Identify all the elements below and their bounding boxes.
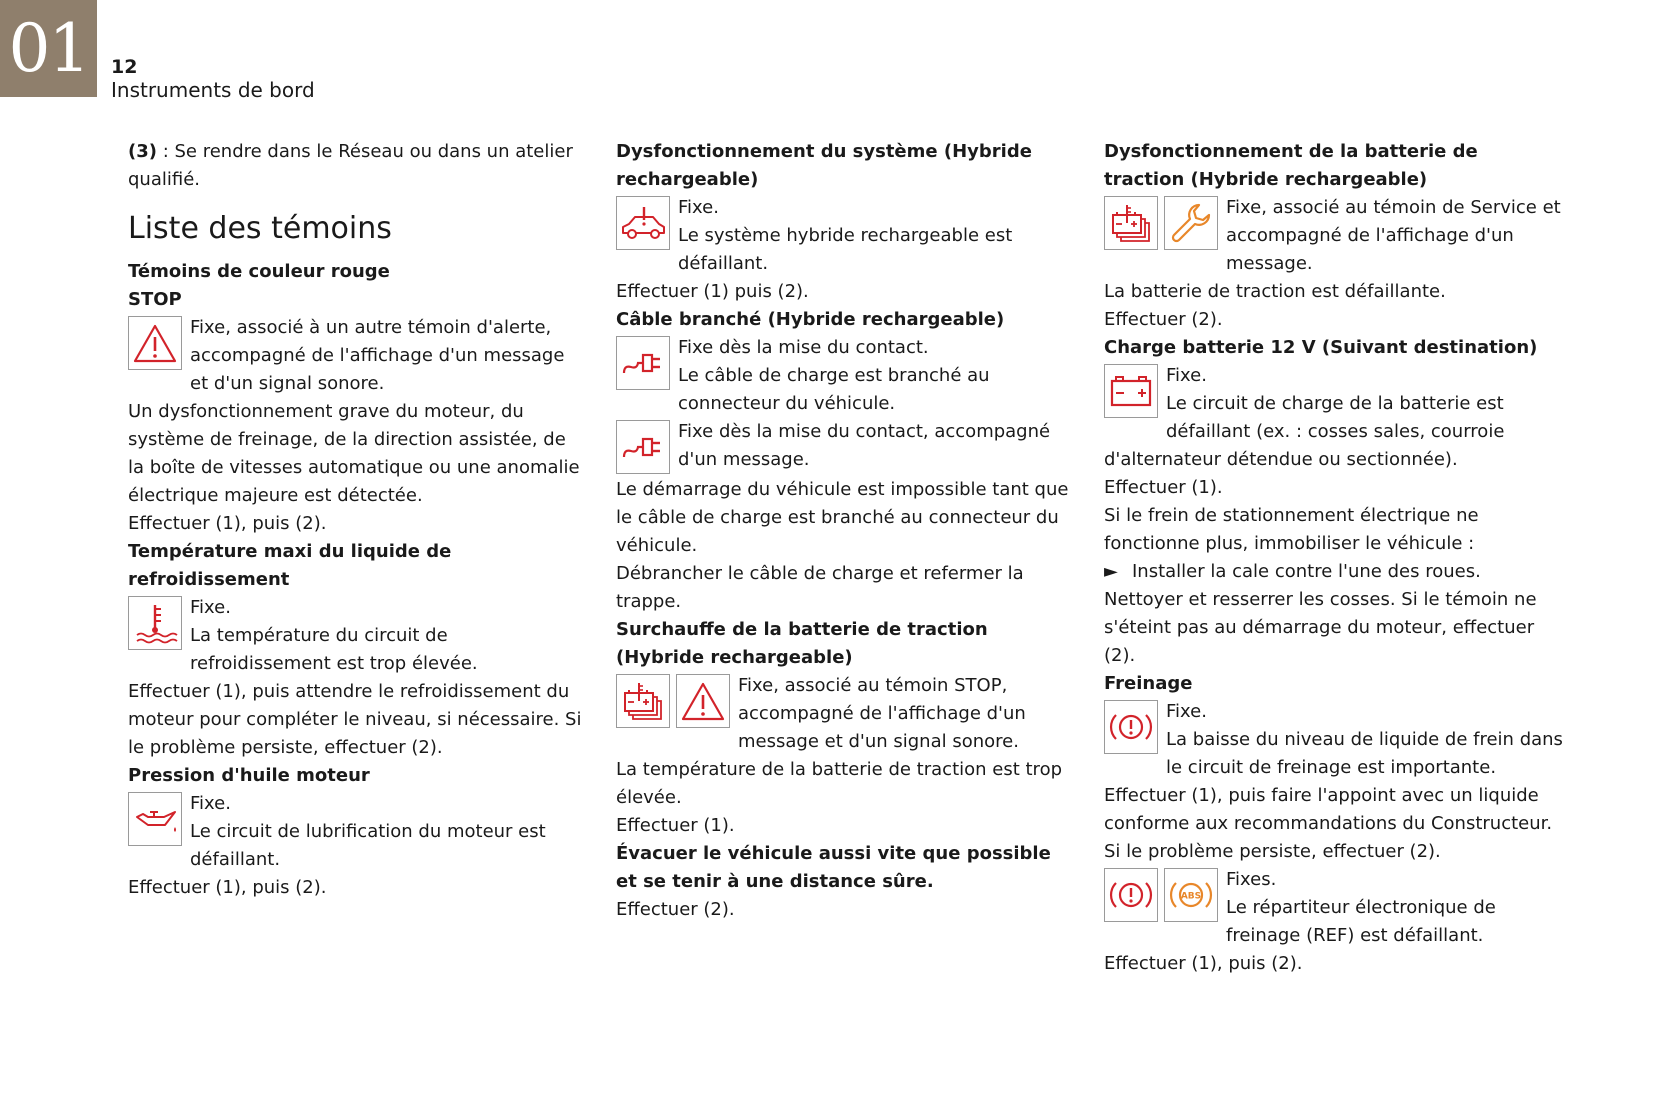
traction-battery-icon [1104,196,1158,250]
chapter-tab: 01 [0,0,97,97]
coolant-body1: Fixe. [190,597,231,618]
brake-body1: Fixe. [1166,701,1207,722]
hybrid-action: Effectuer (1) puis (2). [616,281,809,302]
wrench-icon [1164,196,1218,250]
svg-text:ABS: ABS [1180,891,1202,902]
note-ref: (3) [128,141,157,162]
brake-action: Effectuer (1), puis faire l'appoint avec un liquide conforme aux recommandations du Constructeur. [1104,785,1553,834]
charge12-clean: Nettoyer et resserrer les cosses. Si le témoin ne s'éteint pas au démarrage du moteur, effectuer (2). [1104,589,1537,666]
charging-plug-icon [616,336,670,390]
brake-persist: Si le problème persiste, effectuer (2). [1104,841,1441,862]
charge12-body2: Le circuit de charge de la batterie est défaillant (ex. : cosses sales, courroie d'alternateur détendue ou sectionnée). [1104,393,1505,470]
charging-plug-icon [616,420,670,474]
coolant-title: Température maxi du liquide de refroidissement [128,541,452,590]
battery-icon [1104,364,1158,418]
list-title: Liste des témoins [128,211,392,246]
charge12-step [1104,558,1564,586]
oil-title: Pression d'huile moteur [128,765,370,786]
note-3 [128,138,583,194]
stop-desc: Un dysfonctionnement grave du moteur, du système de freinage, de la direction assistée, de la boîte de vitesses automatique ou une anomalie électrique majeure est détectée. [128,401,580,506]
red-section-title: Témoins de couleur rouge [128,261,390,282]
page-number: 12 [111,56,138,78]
overheat-warning [616,672,1071,756]
oil-can-icon [128,792,182,846]
cable-item1-body2: Le câble de charge est branché au connecteur du véhicule. [678,365,990,414]
charge12-action: Effectuer (1). [1104,477,1223,498]
brake-title: Freinage [1104,673,1193,694]
oil-action: Effectuer (1), puis (2). [128,877,327,898]
abs-icon [1164,868,1218,922]
note-text: : Se rendre dans le Réseau ou dans un atelier qualifié. [128,141,573,190]
overheat-action1: Effectuer (1). [616,815,735,836]
brake-warning [1104,698,1564,782]
overheat-action2: Effectuer (2). [616,899,735,920]
hybrid-body2: Le système hybride rechargeable est défaillant. [678,225,1013,274]
traction-body: Fixe, associé au témoin de Service et accompagné de l'affichage d'un message. [1226,197,1561,274]
column-2 [616,138,1071,924]
cable-desc: Le démarrage du véhicule est impossible tant que le câble de charge est branché au connecteur du véhicule. [616,479,1069,556]
cable-title: Câble branché (Hybride rechargeable) [616,309,1005,330]
cable-item1-body1: Fixe dès la mise du contact. [678,337,929,358]
coolant-warning [128,594,583,678]
charge12-parking: Si le frein de stationnement électrique ne fonctionne plus, immobiliser le véhicule : [1104,505,1479,554]
charge12-body1: Fixe. [1166,365,1207,386]
oil-body2: Le circuit de lubrification du moteur est défaillant. [190,821,546,870]
coolant-temperature-icon [128,596,182,650]
traction-action: Effectuer (2). [1104,309,1223,330]
traction-desc: La batterie de traction est défaillante. [1104,281,1446,302]
section-title: Instruments de bord [111,78,315,102]
brake-warning-icon [1104,700,1158,754]
traction-battery-icon [616,674,670,728]
overheat-evacuate: Évacuer le véhicule aussi vite que possible et se tenir à une distance sûre. [616,843,1051,892]
ref-warning [1104,866,1564,950]
brake-warning-icon [1104,868,1158,922]
coolant-action: Effectuer (1), puis attendre le refroidissement du moteur pour compléter le niveau, si nécessaire. Si le problème persiste, effectuer (2). [128,681,582,758]
oil-body1: Fixe. [190,793,231,814]
stop-action: Effectuer (1), puis (2). [128,513,327,534]
traction-title: Dysfonctionnement de la batterie de traction (Hybride rechargeable) [1104,141,1478,190]
warning-triangle-icon [676,674,730,728]
overheat-body: Fixe, associé au témoin STOP, accompagné de l'affichage d'un message et d'un signal sonore. [738,675,1026,752]
coolant-body2: La température du circuit de refroidissement est trop élevée. [190,625,478,674]
arrow-bullet-icon: ► [1104,561,1118,582]
hybrid-body1: Fixe. [678,197,719,218]
hybrid-car-warning-icon [616,196,670,250]
cable-item2-body: Fixe dès la mise du contact, accompagné d'un message. [678,421,1051,470]
ref-body1: Fixes. [1226,869,1277,890]
stop-warning [128,314,583,398]
hybrid-title: Dysfonctionnement du système (Hybride rechargeable) [616,141,1032,190]
cable-warning-2 [616,418,1071,476]
column-3 [1104,138,1564,978]
overheat-title: Surchauffe de la batterie de traction (Hybride rechargeable) [616,619,988,668]
stop-body: Fixe, associé à un autre témoin d'alerte, accompagné de l'affichage d'un message et d'un signal sonore. [190,317,565,394]
charge12-step-text: Installer la cale contre l'une des roues. [1132,561,1481,582]
stop-title: STOP [128,289,182,310]
warning-triangle-icon [128,316,182,370]
column-1 [128,138,583,902]
ref-body2: Le répartiteur électronique de freinage (REF) est défaillant. [1226,897,1496,946]
traction-warning [1104,194,1564,278]
cable-warning-1 [616,334,1071,418]
charge12-title: Charge batterie 12 V (Suivant destination) [1104,337,1538,358]
oil-warning [128,790,583,874]
brake-body2: La baisse du niveau de liquide de frein dans le circuit de freinage est importante. [1166,729,1563,778]
overheat-desc: La température de la batterie de traction est trop élevée. [616,759,1063,808]
cable-action: Débrancher le câble de charge et refermer la trappe. [616,563,1024,612]
ref-action: Effectuer (1), puis (2). [1104,953,1303,974]
charge12-warning [1104,362,1564,474]
hybrid-warning [616,194,1071,278]
